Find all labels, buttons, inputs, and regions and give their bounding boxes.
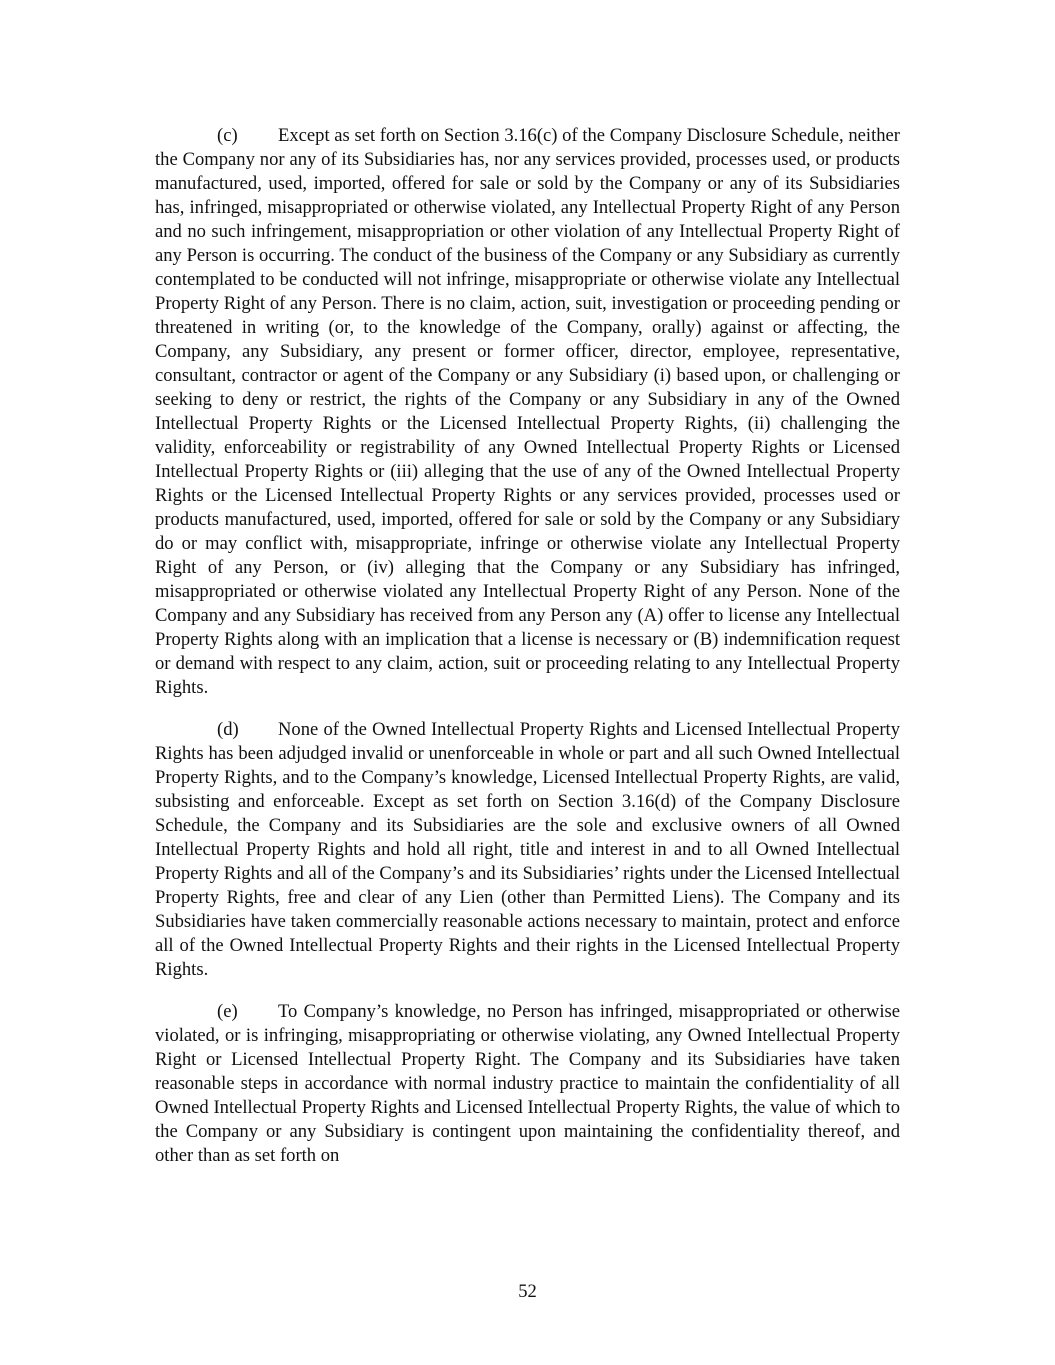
paragraph-label: (d): [217, 719, 239, 740]
paragraph-e: [155, 1000, 900, 1168]
page-number: 52: [518, 1281, 537, 1302]
document-body: [155, 124, 900, 1186]
paragraph-c: [155, 124, 900, 700]
paragraph-d: [155, 718, 900, 982]
paragraph-label: (e): [217, 1001, 238, 1022]
paragraph-text: To Company’s knowledge, no Person has infringed, misappropriated or otherwise violated, or is infringing, misappropriating or otherwise violating, any Owned Intellectual Property Right or Licensed Intellectual Property Right. The Company and its Subsidiaries have taken reasonable steps in accordance with normal industry practice to maintain the confidentiality of all Owned Intellectual Property Rights and Licensed Intellectual Property Rights, the value of which to the Company or any Subsidiary is contingent upon maintaining the confidentiality thereof, and other than as set forth on: [155, 1001, 900, 1166]
paragraph-text: Except as set forth on Section 3.16(c) of the Company Disclosure Schedule, neither the Company nor any of its Subsidiaries has, nor any services provided, processes used, or products manufactured, used, imported, offered for sale or sold by the Company or any of its Subsidiaries has, infringed, misappropriated or otherwise violated, any Intellectual Property Right of any Person and no such infringement, misappropriation or other violation of any Intellectual Property Right of any Person is occurring. The conduct of the business of the Company or any Subsidiary as currently contemplated to be conducted will not infringe, misappropriate or otherwise violate any Intellectual Property Right of any Person. There is no claim, action, suit, investigation or proceeding pending or threatened in writing (or, to the knowledge of the Company, orally) against or affecting, the Company, any Subsidiary, any present or former officer, director, employee, representative, consultant, contractor or agent of the Company or any Subsidiary (i) based upon, or challenging or seeking to deny or restrict, the rights of the Company or any Subsidiary in any of the Owned Intellectual Property Rights or the Licensed Intellectual Property Rights, (ii) challenging the validity, enforceability or registrability of any Owned Intellectual Property Rights or Licensed Intellectual Property Rights or (iii) alleging that the use of any of the Owned Intellectual Property Rights or the Licensed Intellectual Property Rights or any services provided, processes used or products manufactured, used, imported, offered for sale or sold by the Company or any Subsidiary do or may conflict with, misappropriate, infringe or otherwise violate any Intellectual Property Right of any Person, or (iv) alleging that the Company or any Subsidiary has infringed, misappropriated or otherwise violated any Intellectual Property Right of any Person. None of the Company and any Subsidiary has received from any Person any (A) offer to license any Intellectual Property Rights along with an implication that a license is necessary or (B) indemnification request or demand with respect to any claim, action, suit or proceeding relating to any Intellectual Property Rights.: [155, 125, 900, 698]
paragraph-label: (c): [217, 125, 238, 146]
paragraph-text: None of the Owned Intellectual Property Rights and Licensed Intellectual Property Rights has been adjudged invalid or unenforceable in whole or part and all such Owned Intellectual Property Rights, and to the Company’s knowledge, Licensed Intellectual Property Rights, are valid, subsisting and enforceable. Except as set forth on Section 3.16(d) of the Company Disclosure Schedule, the Company and its Subsidiaries are the sole and exclusive owners of all Owned Intellectual Property Rights and hold all right, title and interest in and to all Owned Intellectual Property Rights and all of the Company’s and its Subsidiaries’ rights under the Licensed Intellectual Property Rights, free and clear of any Lien (other than Permitted Liens). The Company and its Subsidiaries have taken commercially reasonable actions necessary to maintain, protect and enforce all of the Owned Intellectual Property Rights and their rights in the Licensed Intellectual Property Rights.: [155, 719, 900, 980]
